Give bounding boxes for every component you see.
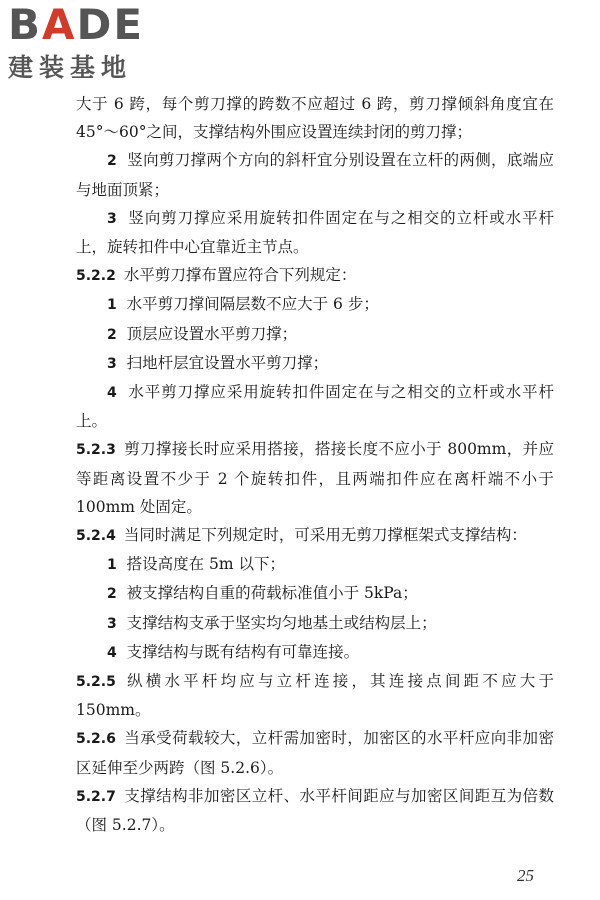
clause-5-2-6: 5.2.6 当承受荷载较大，立杆需加密时，加密区的水平杆应向非加密区延伸至少两跨（图 5.2.6）。: [76, 729, 554, 777]
clause-5-2-4-item-1: 1 搭设高度在 5m 以下；: [107, 555, 286, 574]
clause-5-2-4-item-4: 4 支撑结构与既有结构有可靠连接。: [107, 642, 360, 661]
logo-mark: [8, 2, 178, 48]
clause-5-2-2-item-4: 4 水平剪刀撑应采用旋转扣件固定在与之相交的立杆或水平杆上。: [76, 383, 554, 431]
clause-5-2-4-item-3: 3 支撑结构支承于坚实均匀地基土或结构层上；: [107, 613, 437, 632]
clause-5-2-2: 5.2.2 水平剪刀撑布置应符合下列规定：: [76, 266, 357, 285]
clause-5-2-7: 5.2.7 支撑结构非加密区立杆、水平杆间距应与加密区间距互为倍数（图 5.2.7）。: [76, 786, 554, 835]
paragraph-continuation: 大于 6 跨，每个剪刀撑的跨数不应超过 6 跨，剪刀撑倾斜角度宜在 45°～60°之间，支撑结构外围应设置连续封闭的剪刀撑；: [76, 95, 554, 142]
clause-5-2-2-item-2: 2 顶层应设置水平剪刀撑；: [107, 324, 298, 343]
bade-logo: [8, 2, 178, 90]
document-body: [76, 90, 554, 839]
clause-5-2-2-item-1: 1 水平剪刀撑间隔层数不应大于 6 步；: [107, 295, 379, 314]
clause-5-2-3: 5.2.3 剪刀撑接长时应采用搭接，搭接长度不应小于 800mm，并应等距离设置不少于 2 个旋转扣件，且两端扣件应在离杆端不小于 100mm 处固定。: [76, 440, 554, 516]
page-number: 25: [517, 866, 534, 885]
logo-subtitle: 建装基地: [8, 53, 133, 82]
clause-5-2-4: 5.2.4 当同时满足下列规定时，可采用无剪刀撑框架式支撑结构：: [76, 526, 527, 545]
clause-5-2-2-item-3: 3 扫地杆层宜设置水平剪刀撑；: [107, 353, 329, 372]
item-2: 2 竖向剪刀撑两个方向的斜杆宜分别设置在立杆的两侧，底端应与地面顶紧；: [76, 151, 554, 199]
clause-5-2-4-item-2: 2 被支撑结构自重的荷载标准值小于 5kPa；: [107, 584, 418, 603]
clause-5-2-5: 5.2.5 纵横水平杆均应与立杆连接，其连接点间距不应大于 150mm。: [76, 672, 554, 720]
item-3: 3 竖向剪刀撑应采用旋转扣件固定在与之相交的立杆或水平杆上，旋转扣件中心宜靠近主节点。: [76, 208, 554, 257]
logo-mark-text: BADE: [8, 0, 145, 49]
